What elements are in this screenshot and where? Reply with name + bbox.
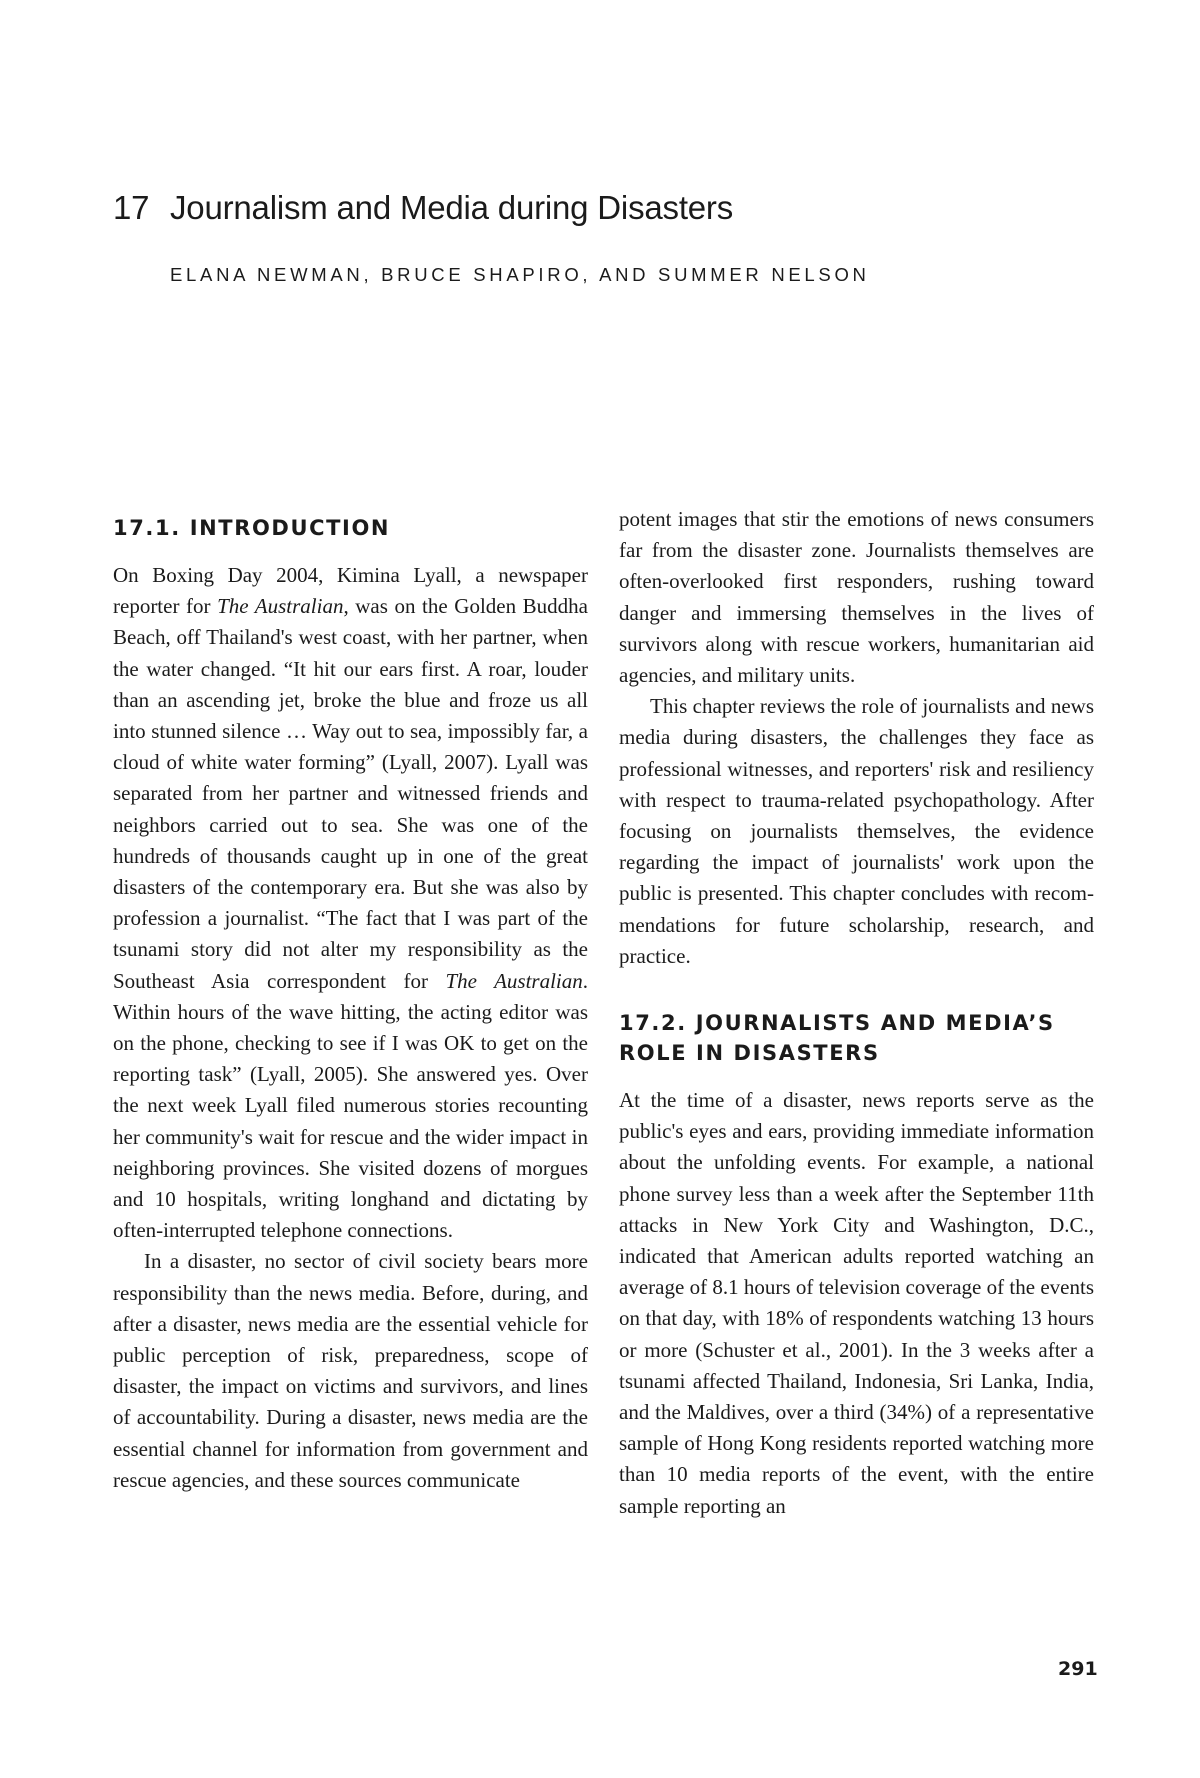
chapter-title: Journalism and Media during Disasters (170, 189, 734, 226)
paragraph-1-part-a: On Boxing Day 2004, Kimina Lyall, a newspaper reporter for (113, 563, 588, 619)
section-heading-media-role: 17.2. JOURNALISTS AND MEDIA’S ROLE IN DISASTERS (619, 1011, 1055, 1066)
section-heading-introduction: 17.1. INTRODUCTION (113, 516, 391, 540)
chapter-number: 17 (113, 189, 150, 226)
paragraph-2: In a disaster, no sector of civil society bears more responsibility than the news media. Before, during, and after a disaster, news media are the essential vehicle for public perception of risk, preparedness, scope of disaster, the impact on victims and survivors, and lines of accountability. During a disaster, news media are the essential channel for information from government and rescue agencies, and these sources communicate (113, 1249, 588, 1492)
paragraph-3: This chapter reviews the role of journalists and news media during disasters, the challenges they face as professional witnesses, and reporters' risk and resiliency with respect to trauma-related psychopathology. After focusing on journalists themselves, the evidence regarding the impact of journalists' work upon the public is presented. This chapter concludes with recommendations for future scholarship, research, and practice. (619, 694, 1094, 968)
paragraph-4: At the time of a disaster, news reports serve as the public's eyes and ears, providing immediate information about the unfolding events. For example, a national phone survey less than a week after the September 11th attacks in New York City and Washington, D.C., indicated that American adults reported watching an average of 8.1 hours of television coverage of the events on that day, with 18% of respondents watching 13 hours or more (Schuster et al., 2001). In the 3 weeks after a tsunami affected Thailand, Indonesia, Sri Lanka, India, and the Maldives, over a third (34%) of a representative sample of Hong Kong residents reported watching more than 10 media reports of the event, with the entire sample reporting an (619, 1088, 1094, 1518)
publication-title: The Australian (217, 594, 344, 619)
left-column (113, 510, 588, 1496)
publication-title: The Australian (445, 968, 583, 993)
chapter-authors: ELANA NEWMAN, BRUCE SHAPIRO, AND SUMMER NELSON (170, 264, 870, 285)
page-number: 291 (1058, 1658, 1098, 1680)
right-column (619, 507, 1094, 1522)
paragraph-1-part-c: . Within hours of the wave hitting, the acting editor was on the phone, checking to see if I was OK to get on the reporting task” (Lyall, 2005). She answered yes. Over the next week Lyall filed numerous stories recounting her community's wait for rescue and the wider impact in neighboring provinces. She visited dozens of morgues and 10 hospitals, writing longhand and dictating by often-interrupted telephone connections. (113, 968, 588, 1243)
chapter-heading (113, 186, 733, 230)
paragraph-1-part-b: , was on the Golden Buddha Beach, off Thailand's west coast, with her partner, when the water changed. “It hit our ears first. A roar, louder than an ascending jet, broke the blue and froze us all into stunned silence … Way out to sea, impossibly far, a cloud of white water forming” (Lyall, 2007). Lyall was separated from her partner and witnessed friends and neighbors carried out to sea. She was one of the hundreds of thousands caught up in one of the great disasters of the contemporary era. But she was also by profession a journalist. “The fact that I was part of the tsunami story did not alter my responsibility as the Southeast Asia correspondent for (113, 594, 588, 993)
paragraph-1 (113, 560, 588, 1246)
paragraph-2-continued: potent images that stir the emotions of news consumers far from the disaster zone. Journalists themselves are often-overlooked first responders, rushing toward danger and immersing themselves in the lives of survivors along with rescue workers, humanitarian aid agencies, and military units. (619, 507, 1094, 688)
